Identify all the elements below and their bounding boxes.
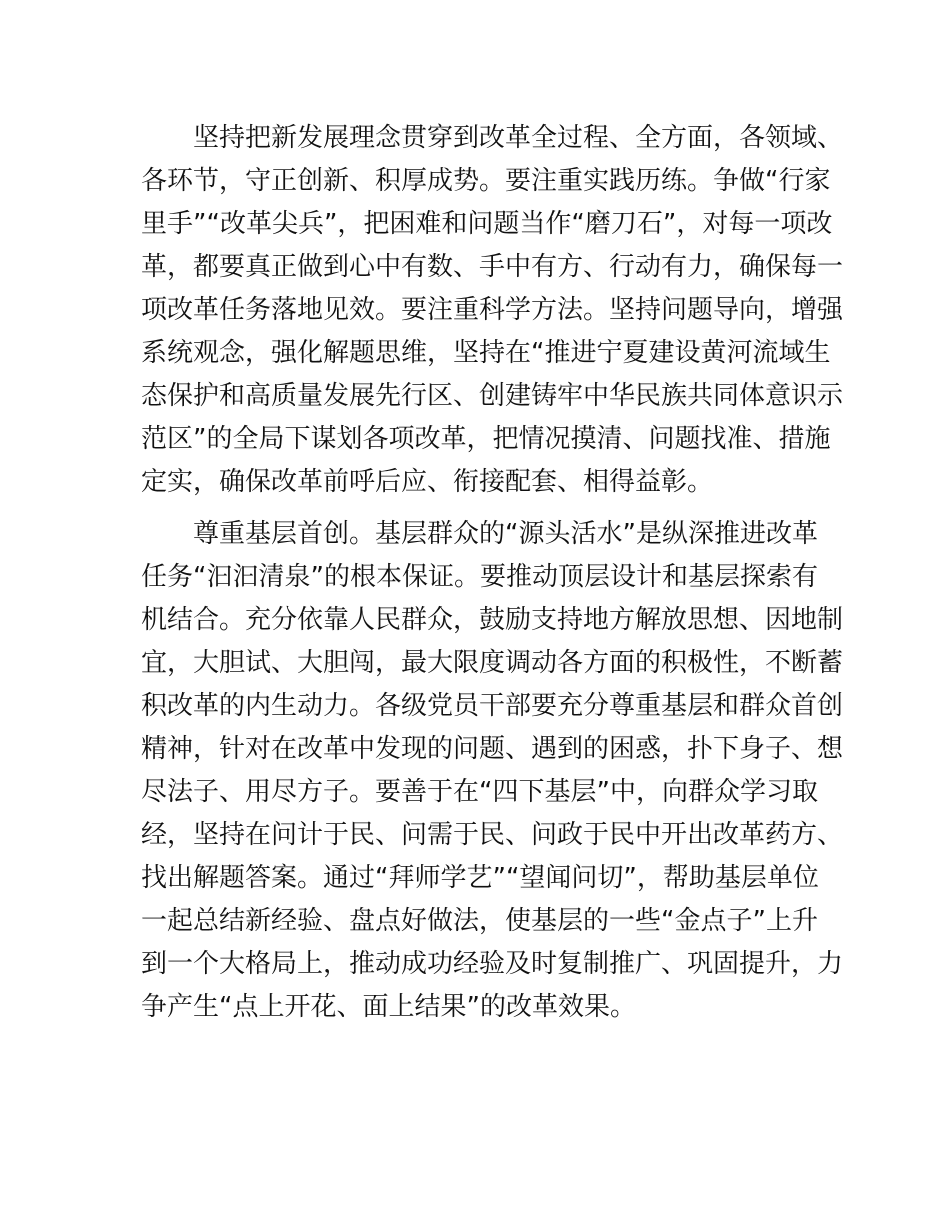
paragraph-1: [141, 117, 844, 504]
paragraph-line: 范区”的全局下谋划各项改革，把情况摸清、问题找准、措施: [141, 424, 831, 454]
paragraph-line: 宜，大胆试、大胆闯，最大限度调动各方面的积极性，不断蓄: [141, 648, 844, 678]
paragraph-line: 精神，针对在改革中发现的问题、遇到的困惑，扑下身子、想: [141, 734, 844, 764]
paragraph-line: 争产生“点上开花、面上结果”的改革效果。: [141, 992, 636, 1022]
paragraph-line: 找出解题答案。通过“拜师学艺”“望闻问切”，帮助基层单位: [141, 863, 819, 893]
paragraph-line: 定实，确保改革前呼后应、衔接配套、相得益彰。: [141, 467, 714, 497]
paragraph-line: 积改革的内生动力。各级党员干部要充分尊重基层和群众首创: [141, 691, 844, 721]
paragraph-line: 尽法子、用尽方子。要善于在“四下基层”中，向群众学习取: [141, 777, 818, 807]
paragraph-line: 到一个大格局上，推动成功经验及时复制推广、巩固提升，力: [141, 949, 844, 979]
paragraph-line: 经，坚持在问计于民、问需于民、问政于民中开出改革药方、: [141, 820, 844, 850]
paragraph-line: 各环节，守正创新、积厚成势。要注重实践历练。争做“行家: [141, 166, 831, 196]
paragraph-line: 机结合。充分依靠人民群众，鼓励支持地方解放思想、因地制: [141, 605, 844, 635]
paragraph-line: 里手”“改革尖兵”，把困难和问题当作“磨刀石”，对每一项改: [141, 209, 833, 239]
document-body: [141, 117, 844, 1029]
paragraph-line: 态保护和高质量发展先行区、创建铸牢中华民族共同体意识示: [141, 381, 844, 411]
paragraph-line: 坚持把新发展理念贯穿到改革全过程、全方面，各领域、: [193, 123, 844, 153]
paragraph-2: [141, 513, 844, 1029]
paragraph-gap: [141, 504, 811, 513]
paragraph-line: 任务“汩汩清泉”的根本保证。要推动顶层设计和基层探索有: [141, 562, 818, 592]
paragraph-line: 系统观念，强化解题思维，坚持在“推进宁夏建设黄河流域生: [141, 338, 831, 368]
paragraph-line: 项改革任务落地见效。要注重科学方法。坚持问题导向，增强: [141, 295, 844, 325]
paragraph-line: 革，都要真正做到心中有数、手中有方、行动有力，确保每一: [141, 252, 844, 282]
paragraph-line: 尊重基层首创。基层群众的“源头活水”是纵深推进改革: [193, 519, 818, 549]
paragraph-line: 一起总结新经验、盘点好做法，使基层的一些“金点子”上升: [141, 906, 818, 936]
